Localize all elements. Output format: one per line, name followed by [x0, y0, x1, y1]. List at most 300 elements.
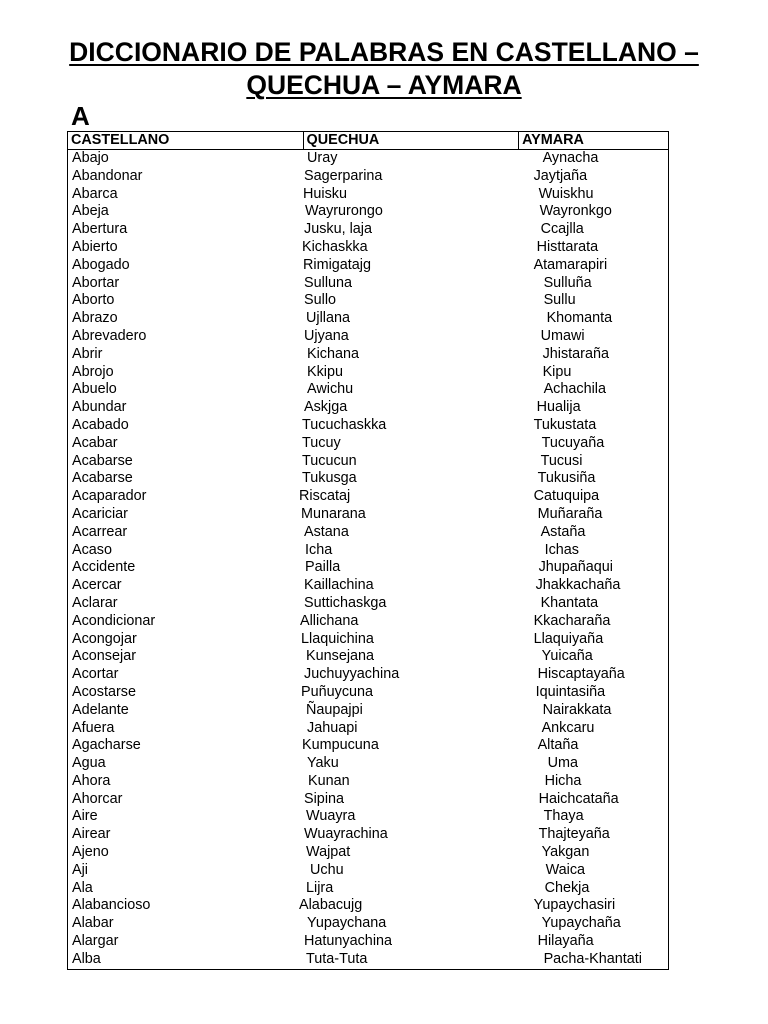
- table-row: [68, 791, 669, 809]
- quechua-cell: [303, 826, 519, 844]
- aymara-text: Muñaraña: [537, 505, 603, 522]
- quechua-text: Pailla: [305, 559, 341, 576]
- quechua-cell: [303, 559, 519, 577]
- castellano-cell: [68, 470, 304, 488]
- quechua-cell: [300, 612, 519, 631]
- castellano-text: Acabarse: [72, 452, 133, 469]
- quechua-cell: [303, 720, 519, 738]
- castellano-cell: [68, 524, 304, 542]
- table-row: [68, 150, 669, 168]
- castellano-text: Alabancioso: [72, 897, 151, 914]
- quechua-cell: [303, 808, 519, 826]
- quechua-cell: [303, 328, 519, 346]
- castellano-text: Abrojo: [72, 363, 114, 380]
- castellano-text: Acaso: [72, 541, 112, 558]
- aymara-cell: [519, 168, 669, 186]
- aymara-text: Jhupañaqui: [538, 559, 613, 576]
- table-row: [68, 435, 669, 453]
- aymara-cell: [519, 364, 669, 382]
- quechua-text: Tucuy: [302, 434, 341, 451]
- castellano-cell: [68, 488, 304, 506]
- quechua-cell: [303, 435, 519, 453]
- castellano-text: Abeja: [72, 203, 109, 220]
- castellano-cell: [68, 862, 304, 880]
- quechua-cell: [303, 648, 519, 666]
- castellano-cell: [68, 417, 304, 435]
- quechua-text: Tucucun: [302, 452, 357, 469]
- castellano-text: Ahora: [72, 772, 111, 789]
- quechua-cell: [303, 168, 519, 186]
- quechua-cell: [303, 915, 519, 933]
- quechua-text: Uray: [307, 150, 338, 166]
- quechua-cell: [303, 275, 519, 293]
- aymara-text: Khomanta: [546, 310, 613, 327]
- castellano-text: Acercar: [72, 577, 122, 594]
- section-letter: A: [71, 101, 90, 131]
- table-row: [68, 417, 669, 435]
- aymara-cell: [519, 221, 669, 239]
- aymara-text: Llaquiyaña: [533, 630, 604, 647]
- quechua-text: Awichu: [307, 381, 354, 398]
- aymara-cell: [519, 862, 669, 880]
- castellano-cell: [68, 435, 304, 453]
- table-row: [68, 915, 669, 933]
- aymara-text: Catuquipa: [533, 488, 600, 505]
- column-header-aymara: AYMARA: [519, 132, 669, 150]
- table-row: [68, 933, 669, 951]
- castellano-text: Acondicionar: [72, 612, 156, 629]
- aymara-cell: [519, 542, 669, 560]
- quechua-text: Astana: [304, 523, 349, 540]
- quechua-text: Wuayra: [306, 808, 356, 825]
- aymara-text: Hicha: [544, 772, 582, 789]
- aymara-text: Ichas: [544, 541, 579, 558]
- castellano-text: Acortar: [72, 666, 119, 683]
- castellano-text: Adelante: [72, 701, 129, 718]
- quechua-text: Suttichaskga: [304, 594, 387, 611]
- aymara-text: Kkacharaña: [533, 612, 611, 629]
- aymara-text: Wayronkgo: [539, 203, 612, 220]
- aymara-text: Yuicaña: [541, 648, 593, 665]
- quechua-text: Sullo: [304, 292, 337, 309]
- castellano-text: Abarca: [72, 185, 118, 202]
- castellano-cell: [68, 275, 304, 293]
- castellano-cell: [68, 791, 304, 809]
- quechua-cell: [303, 791, 519, 809]
- castellano-text: Acabar: [72, 434, 118, 451]
- aymara-text: Nairakkata: [542, 701, 612, 718]
- aymara-text: Tucuyaña: [541, 434, 605, 451]
- table-row: [68, 275, 669, 293]
- castellano-text: Aconsejar: [72, 648, 136, 665]
- quechua-text: Tukusga: [302, 470, 357, 487]
- castellano-cell: [68, 648, 304, 666]
- castellano-text: Aborto: [72, 292, 115, 309]
- aymara-cell: [519, 488, 669, 506]
- quechua-text: Juchuyyachina: [304, 666, 400, 683]
- aymara-text: Ccajlla: [540, 221, 584, 238]
- castellano-text: Abrir: [72, 345, 103, 362]
- castellano-cell: [68, 826, 304, 844]
- quechua-text: Riscataj: [299, 488, 351, 505]
- column-header-quechua: QUECHUA: [303, 132, 519, 150]
- table-row: [68, 755, 669, 773]
- castellano-cell: [68, 737, 304, 755]
- aymara-cell: [519, 826, 669, 844]
- table-row: [68, 720, 669, 738]
- castellano-text: Abandonar: [72, 167, 143, 184]
- aymara-cell: [519, 933, 669, 951]
- quechua-text: Wajpat: [306, 844, 351, 861]
- column-header-castellano: CASTELLANO: [68, 132, 304, 150]
- castellano-cell: [68, 203, 304, 221]
- table-row: [68, 666, 669, 684]
- table-row: [68, 506, 669, 524]
- aymara-text: Altaña: [537, 737, 579, 754]
- aymara-cell: [519, 755, 669, 773]
- aymara-text: Hilayaña: [537, 933, 594, 950]
- quechua-text: Jusku, laja: [304, 221, 373, 238]
- aymara-text: Jaytjaña: [533, 167, 588, 184]
- aymara-text: Uma: [547, 755, 578, 772]
- castellano-text: Abrevadero: [72, 327, 147, 344]
- aymara-text: Waica: [545, 861, 586, 878]
- aymara-cell: [519, 720, 669, 738]
- castellano-cell: [68, 684, 304, 702]
- castellano-cell: [68, 559, 304, 577]
- castellano-cell: [68, 150, 304, 168]
- aymara-text: Jhistaraña: [542, 345, 609, 362]
- aymara-cell: [519, 595, 669, 613]
- quechua-cell: [303, 524, 519, 542]
- quechua-cell: [303, 239, 519, 257]
- aymara-cell: [519, 684, 669, 702]
- table-row: [68, 524, 669, 542]
- quechua-text: Alabacujg: [299, 897, 363, 914]
- castellano-cell: [68, 577, 304, 595]
- quechua-text: Sulluna: [304, 274, 353, 291]
- castellano-text: Agua: [72, 755, 106, 772]
- quechua-cell: [303, 381, 519, 399]
- quechua-text: Llaquichina: [301, 630, 374, 647]
- quechua-text: Ujyana: [304, 327, 349, 344]
- castellano-text: Ajeno: [72, 844, 109, 861]
- castellano-text: Agacharse: [72, 737, 141, 754]
- castellano-text: Abortar: [72, 274, 120, 291]
- aymara-text: Wuiskhu: [538, 185, 594, 202]
- castellano-cell: [68, 702, 304, 720]
- table-row: [68, 488, 669, 506]
- aymara-cell: [519, 186, 669, 204]
- aymara-text: Atamarapiri: [533, 256, 608, 273]
- aymara-cell: [519, 897, 669, 915]
- aymara-cell: [519, 275, 669, 293]
- quechua-text: Yaku: [307, 755, 339, 772]
- castellano-cell: [68, 328, 304, 346]
- aymara-cell: [519, 150, 669, 168]
- table-row: [68, 257, 669, 275]
- aymara-cell: [519, 417, 669, 435]
- castellano-cell: [68, 631, 304, 649]
- quechua-text: Kichana: [307, 345, 360, 362]
- table-row: [68, 702, 669, 720]
- castellano-cell: [68, 239, 304, 257]
- quechua-cell: [303, 150, 519, 168]
- table-row: [68, 826, 669, 844]
- quechua-cell: [303, 577, 519, 595]
- quechua-text: Hatunyachina: [304, 933, 393, 950]
- table-row: [68, 239, 669, 257]
- aymara-text: Yupaychaña: [541, 915, 621, 932]
- aymara-cell: [519, 773, 669, 791]
- aymara-text: Thaya: [543, 808, 584, 825]
- castellano-cell: [68, 186, 304, 204]
- aymara-cell: [519, 577, 669, 595]
- quechua-cell: [303, 631, 519, 649]
- aymara-cell: [519, 203, 669, 221]
- quechua-text: Uchu: [310, 861, 344, 878]
- aymara-cell: [519, 880, 669, 898]
- aymara-text: Khantata: [540, 594, 599, 611]
- castellano-cell: [68, 310, 304, 328]
- castellano-cell: [68, 453, 304, 471]
- castellano-cell: [68, 221, 304, 239]
- aymara-cell: [519, 524, 669, 542]
- castellano-text: Acostarse: [72, 683, 136, 700]
- quechua-text: Tuta-Tuta: [306, 950, 368, 967]
- castellano-text: Abogado: [72, 256, 130, 273]
- aymara-cell: [519, 346, 669, 364]
- quechua-cell: [303, 933, 519, 951]
- aymara-text: Umawi: [540, 327, 585, 344]
- aymara-cell: [519, 613, 669, 631]
- table-row: [68, 186, 669, 204]
- castellano-cell: [68, 915, 304, 933]
- table-row: [68, 310, 669, 328]
- quechua-cell: [303, 346, 519, 364]
- aymara-text: Sulluña: [543, 274, 592, 291]
- castellano-cell: [68, 257, 304, 275]
- quechua-cell: [303, 257, 519, 275]
- aymara-text: Tukusiña: [537, 470, 596, 487]
- aymara-text: Yupaychasiri: [533, 897, 616, 914]
- quechua-text: Kkipu: [307, 363, 344, 380]
- quechua-cell: [303, 666, 519, 684]
- castellano-text: Ahorcar: [72, 790, 123, 807]
- table-row: [68, 648, 669, 666]
- aymara-text: Jhakkachaña: [535, 577, 621, 594]
- document-title: [0, 36, 768, 102]
- castellano-text: Alba: [72, 950, 101, 967]
- quechua-text: Askjga: [304, 399, 348, 416]
- castellano-text: Aclarar: [72, 594, 118, 611]
- table-row: [68, 577, 669, 595]
- table-row: [68, 844, 669, 862]
- aymara-text: Histtarata: [536, 238, 599, 255]
- quechua-cell: [303, 880, 519, 898]
- quechua-text: Munarana: [301, 505, 366, 522]
- aymara-text: Tukustata: [533, 416, 597, 433]
- quechua-text: Kunan: [308, 772, 350, 789]
- table-row: [68, 897, 669, 915]
- table-row: [68, 951, 669, 969]
- castellano-cell: [68, 506, 304, 524]
- aymara-cell: [519, 648, 669, 666]
- castellano-cell: [68, 542, 304, 560]
- castellano-cell: [68, 773, 304, 791]
- castellano-cell: [68, 346, 304, 364]
- aymara-cell: [519, 844, 669, 862]
- title-line-1: DICCIONARIO DE PALABRAS EN CASTELLANO –: [69, 37, 699, 67]
- aymara-cell: [519, 239, 669, 257]
- quechua-cell: [303, 684, 519, 702]
- quechua-cell: [303, 951, 519, 969]
- castellano-text: Abrazo: [72, 310, 118, 327]
- table-row: [68, 203, 669, 221]
- castellano-text: Abajo: [72, 150, 109, 166]
- table-row: [68, 453, 669, 471]
- quechua-text: Yupaychana: [307, 915, 387, 932]
- castellano-text: Accidente: [72, 559, 136, 576]
- table-row: [68, 364, 669, 382]
- table-row: [68, 631, 669, 649]
- table-row: [68, 542, 669, 560]
- aymara-text: Yakgan: [541, 844, 590, 861]
- aymara-cell: [519, 470, 669, 488]
- castellano-text: Airear: [72, 826, 111, 843]
- aymara-text: Haichcataña: [538, 790, 619, 807]
- table-body: [68, 150, 669, 970]
- quechua-cell: [299, 897, 519, 915]
- quechua-cell: [303, 862, 519, 880]
- quechua-text: Ñaupajpi: [306, 701, 363, 718]
- aymara-text: Tucusi: [540, 452, 583, 469]
- aymara-text: Hiscaptayaña: [537, 666, 625, 683]
- aymara-text: Hualija: [536, 399, 581, 416]
- castellano-text: Acariciar: [72, 505, 128, 522]
- aymara-text: Thajteyaña: [538, 826, 610, 843]
- table-row: [68, 168, 669, 186]
- quechua-text: Allichana: [300, 612, 359, 629]
- quechua-text: Kaillachina: [304, 577, 374, 594]
- quechua-cell: [303, 470, 519, 488]
- aymara-cell: [519, 257, 669, 275]
- table-row: [68, 328, 669, 346]
- quechua-cell: [303, 310, 519, 328]
- quechua-cell: [303, 292, 519, 310]
- quechua-text: Sipina: [304, 790, 345, 807]
- quechua-text: Lijra: [306, 879, 334, 896]
- aymara-cell: [519, 381, 669, 399]
- aymara-text: Iquintasiña: [535, 683, 606, 700]
- castellano-cell: [68, 880, 304, 898]
- quechua-cell: [303, 453, 519, 471]
- aymara-cell: [519, 435, 669, 453]
- aymara-cell: [519, 328, 669, 346]
- aymara-cell: [519, 702, 669, 720]
- castellano-cell: [68, 595, 304, 613]
- table-row: [68, 559, 669, 577]
- quechua-text: Kunsejana: [306, 648, 375, 665]
- castellano-cell: [68, 399, 304, 417]
- quechua-text: Kichaskka: [302, 238, 368, 255]
- castellano-cell: [68, 844, 304, 862]
- aymara-cell: [519, 791, 669, 809]
- quechua-text: Kumpucuna: [302, 737, 379, 754]
- castellano-text: Acaparador: [72, 488, 147, 505]
- table-row: [68, 399, 669, 417]
- dictionary-table: [67, 131, 669, 970]
- aymara-cell: [519, 292, 669, 310]
- quechua-text: Rimigatajg: [303, 256, 371, 273]
- table-row: [68, 808, 669, 826]
- castellano-text: Aji: [72, 861, 88, 878]
- quechua-cell: [303, 542, 519, 560]
- table-row: [68, 773, 669, 791]
- quechua-cell: [303, 506, 519, 524]
- castellano-cell: [68, 666, 304, 684]
- aymara-text: Pacha-Khantati: [543, 950, 642, 967]
- castellano-cell: [68, 381, 304, 399]
- aymara-text: Kipu: [542, 363, 572, 380]
- quechua-text: Wuayrachina: [304, 826, 388, 843]
- quechua-text: Huisku: [303, 185, 348, 202]
- castellano-text: Abertura: [72, 221, 128, 238]
- table-row: [68, 684, 669, 702]
- aymara-cell: [519, 631, 669, 649]
- quechua-text: Sagerparina: [304, 167, 383, 184]
- castellano-text: Acabado: [72, 416, 129, 433]
- aymara-cell: [519, 310, 669, 328]
- castellano-text: Afuera: [72, 719, 115, 736]
- castellano-text: Abundar: [72, 399, 127, 416]
- castellano-cell: [68, 755, 304, 773]
- quechua-cell: [303, 595, 519, 613]
- aymara-text: Aynacha: [542, 150, 599, 166]
- castellano-text: Abierto: [72, 238, 118, 255]
- quechua-cell: [303, 773, 519, 791]
- aymara-text: Achachila: [543, 381, 606, 398]
- castellano-cell: [68, 364, 304, 382]
- castellano-cell: [68, 168, 304, 186]
- aymara-text: Astaña: [540, 523, 586, 540]
- castellano-text: Acabarse: [72, 470, 133, 487]
- quechua-cell: [303, 702, 519, 720]
- castellano-text: Abuelo: [72, 381, 117, 398]
- table-header-row: [68, 132, 669, 150]
- quechua-cell: [303, 203, 519, 221]
- quechua-cell: [303, 844, 519, 862]
- castellano-cell: [68, 613, 304, 631]
- table-row: [68, 346, 669, 364]
- table-row: [68, 470, 669, 488]
- quechua-text: Ujllana: [306, 310, 351, 327]
- aymara-cell: [519, 737, 669, 755]
- quechua-cell: [303, 186, 519, 204]
- aymara-cell: [519, 666, 669, 684]
- castellano-cell: [68, 897, 304, 915]
- quechua-cell: [303, 737, 519, 755]
- quechua-cell: [303, 417, 519, 435]
- table-row: [68, 221, 669, 239]
- castellano-text: Acongojar: [72, 630, 137, 647]
- aymara-text: Chekja: [544, 879, 590, 896]
- aymara-cell: [519, 951, 669, 969]
- aymara-cell: [519, 506, 669, 524]
- quechua-cell: [303, 221, 519, 239]
- castellano-text: Alabar: [72, 915, 114, 932]
- castellano-text: Aire: [72, 808, 98, 825]
